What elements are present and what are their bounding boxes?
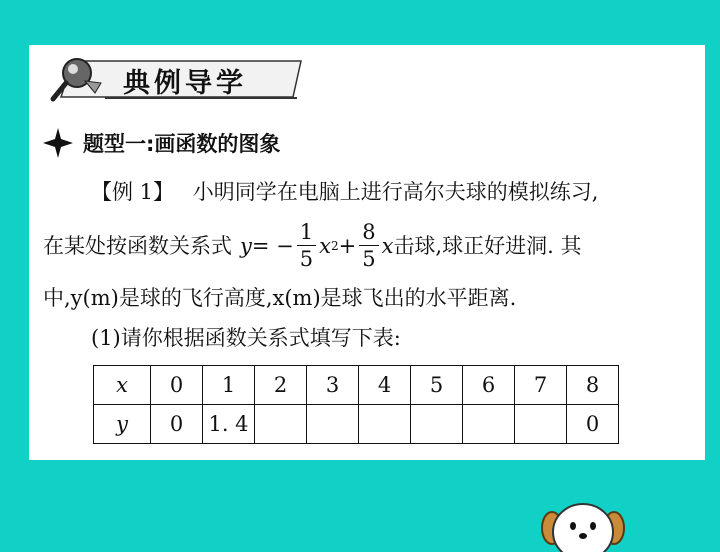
magnifier-icon [45, 53, 107, 105]
x-cell: 2 [255, 366, 307, 405]
x-header-cell: x [94, 366, 151, 405]
example-text-2a: 在某处按函数关系式 [43, 234, 232, 258]
y-cell[interactable] [515, 405, 567, 444]
page-title: 典例导学 [123, 68, 247, 99]
example-line-3: 中,y(m)是球的飞行高度,x(m)是球飞出的水平距离. [43, 286, 517, 310]
plus-sign: + [338, 234, 357, 258]
question-1: (1)请你根据函数关系式填写下表: [91, 326, 401, 350]
x-cell: 1 [203, 366, 255, 405]
fraction-1-denominator: 5 [299, 247, 314, 271]
example-line-2 [43, 215, 581, 277]
x-cell: 5 [411, 366, 463, 405]
value-table [93, 365, 619, 444]
fraction-one-fifth [297, 222, 316, 270]
x-cell: 0 [151, 366, 203, 405]
section-heading [43, 127, 280, 159]
x-cell: 4 [359, 366, 411, 405]
y-cell[interactable] [411, 405, 463, 444]
y-cell: 0 [151, 405, 203, 444]
section-label: 题型一:画函数的图象 [83, 132, 281, 156]
equals-minus: = − [251, 234, 294, 258]
y-symbol: y [240, 234, 252, 258]
fraction-1-numerator: 1 [297, 222, 316, 246]
example-tag: 【例 1】 [91, 180, 175, 204]
y-cell: 0 [567, 405, 619, 444]
star-icon [43, 128, 73, 158]
example-text-2b: 击球,球正好进洞. 其 [393, 234, 582, 258]
y-header-cell: y [94, 405, 151, 444]
fraction-2-denominator: 5 [362, 247, 376, 271]
y-cell[interactable] [463, 405, 515, 444]
x-cell: 8 [567, 366, 619, 405]
y-cell[interactable] [307, 405, 359, 444]
y-cell[interactable] [255, 405, 307, 444]
header-banner [43, 53, 305, 105]
x-power: 2 [330, 239, 339, 253]
content-card [29, 45, 705, 460]
table-row-y [94, 405, 619, 444]
x-cell: 3 [307, 366, 359, 405]
table-row-x [94, 366, 619, 405]
x-symbol: x [381, 234, 394, 258]
x-squared-symbol: x [319, 234, 331, 258]
fraction-eight-fifths [359, 222, 378, 270]
dog-mascot-icon [538, 492, 628, 552]
fraction-2-numerator: 8 [359, 222, 378, 246]
y-cell[interactable] [359, 405, 411, 444]
y-cell: 1. 4 [203, 405, 255, 444]
example-text-1: 小明同学在电脑上进行高尔夫球的模拟练习, [192, 180, 599, 204]
example-line-1 [91, 177, 598, 207]
x-cell: 7 [515, 366, 567, 405]
x-cell: 6 [463, 366, 515, 405]
